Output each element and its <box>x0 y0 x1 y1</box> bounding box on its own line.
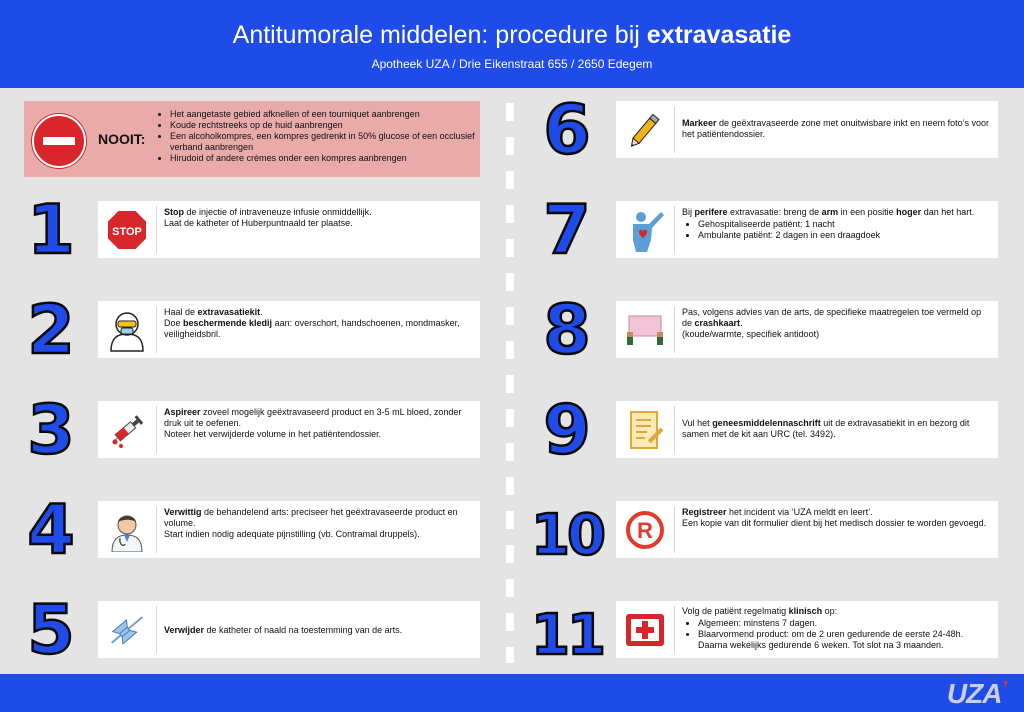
stop-sign-icon <box>98 201 155 258</box>
step-text: Verwittig de behandelend arts: preciseer het geëxtravaseerde product en volume. Start indien nodig adequate pijnstilling (vb. Contramal druppels). <box>164 507 458 539</box>
step-number: 8 <box>543 291 591 370</box>
column-divider <box>506 103 514 663</box>
step-number: 7 <box>543 191 591 270</box>
document-icon <box>616 401 673 458</box>
list-item: • Algemeen: minstens 7 dagen. <box>698 618 992 629</box>
doctor-icon <box>98 501 155 558</box>
list-item: • Koude rechtstreeks op de huid aanbrengen <box>170 120 490 131</box>
step-number: 11 <box>531 603 603 668</box>
uza-logo: UZA’ <box>946 678 1006 709</box>
header-banner <box>0 0 1024 88</box>
step-number: 9 <box>543 391 591 470</box>
svg-text:R: R <box>636 517 653 543</box>
step-text: Bij perifere extravasatie: breng de arm in een positie hoger dan het hart. • Gehospitaliseerde patiënt: 1 nacht • Ambulante patiënt: 2 dagen in een draagdoek <box>682 207 992 241</box>
step-text: Aspireer zoveel mogelijk geëxtravaseerd product en 3-5 mL bloed, zonder druk uit te oefenen. Noteer het verwijderde volume in het patiëntendossier. <box>164 407 462 439</box>
protective-clothing-icon <box>98 301 155 358</box>
list-item: • Ambulante patiënt: 2 dagen in een draagdoek <box>698 230 992 241</box>
nooit-label: NOOIT: <box>98 131 146 147</box>
raised-arm-icon <box>616 201 673 258</box>
nooit-list <box>156 109 490 164</box>
list-item: • Een alcoholkompres, een kompres gedrenkt in 50% glucose of een occlusief verband aanbrengen <box>170 131 490 153</box>
step-card-1 <box>98 201 480 258</box>
step-number: 2 <box>27 291 75 370</box>
step-number: 6 <box>543 91 591 170</box>
card-icon <box>616 301 673 358</box>
step-text: Pas, volgens advies van de arts, de specifieke maatregelen toe vermeld op de crashkaart. (koude/warmte, specifiek antidoot) <box>682 307 982 339</box>
step-card-6 <box>616 101 998 158</box>
step-text: Haal de extravasatiekit. Doe beschermende kledij aan: overschort, handschoenen, mondmasker, veiligheidsbril. <box>164 307 460 339</box>
title-bold: extravasatie <box>646 21 792 49</box>
list-item: • Blaarvormend product: om de 2 uren gedurende de eerste 24-48h. Daarna wekelijks gedurende 6 weken. Tot slot na 3 maanden. <box>698 629 992 651</box>
step-number: 4 <box>27 491 75 570</box>
svg-text:STOP: STOP <box>111 225 142 238</box>
no-entry-icon <box>32 114 86 168</box>
step-text: Vul het geneesmiddelennaschrift uit de extravasatiekit in en bezorg dit samen met de kit aan URC (tel. 3492). <box>682 418 970 439</box>
step-card-7 <box>616 201 998 258</box>
syringe-icon <box>98 401 155 458</box>
step-card-10 <box>616 501 998 558</box>
page-title <box>0 20 1024 50</box>
step-card-2 <box>98 301 480 358</box>
pencil-icon <box>616 101 673 158</box>
step-card-8 <box>616 301 998 358</box>
list-item: • Hirudoid of andere crèmes onder een kompres aanbrengen <box>170 153 490 164</box>
step-number: 3 <box>27 391 75 470</box>
footer-banner <box>0 674 1024 712</box>
step-card-4 <box>98 501 480 558</box>
step-text: Volg de patiënt regelmatig klinisch op: • Algemeen: minstens 7 dagen. • Blaarvormend product: om de 2 uren gedurende de eerste 24-48h. Daarna wekelijks gedurende 6 weken. Tot slot na 3 maanden. <box>682 606 992 651</box>
first-aid-icon <box>616 601 673 658</box>
step-card-11 <box>616 601 998 658</box>
step-number: 5 <box>27 591 75 670</box>
step-card-5 <box>98 601 480 658</box>
step-text: Stop de injectie of intraveneuze infusie onmiddellijk. Laat de katheter of Huberpuntnaald ter plaatse. <box>164 207 372 228</box>
step-card-3 <box>98 401 480 458</box>
list-item: • Het aangetaste gebied afknellen of een tourniquet aanbrengen <box>170 109 490 120</box>
step-number: 10 <box>531 503 603 568</box>
step-text: Markeer de geëxtravaseerde zone met onuitwisbare inkt en neem foto’s voor het patiëntendossier. <box>682 118 990 139</box>
catheter-icon <box>98 601 155 658</box>
step-number: 1 <box>27 191 75 270</box>
page-subtitle: Apotheek UZA / Drie Eikenstraat 655 / 2650 Edegem <box>371 57 653 71</box>
title-text: Antitumorale middelen: procedure bij <box>232 21 647 49</box>
step-text: Verwijder de katheter of naald na toestemming van de arts. <box>164 625 403 635</box>
nooit-warning-box <box>24 101 480 177</box>
list-item: • Gehospitaliseerde patiënt: 1 nacht <box>698 219 992 230</box>
registered-icon <box>616 501 673 558</box>
step-text: Registreer het incident via ‘UZA meldt en leert’. Een kopie van dit formulier dient bij het medisch dossier te worden gevoegd. <box>682 507 987 528</box>
step-card-9 <box>616 401 998 458</box>
